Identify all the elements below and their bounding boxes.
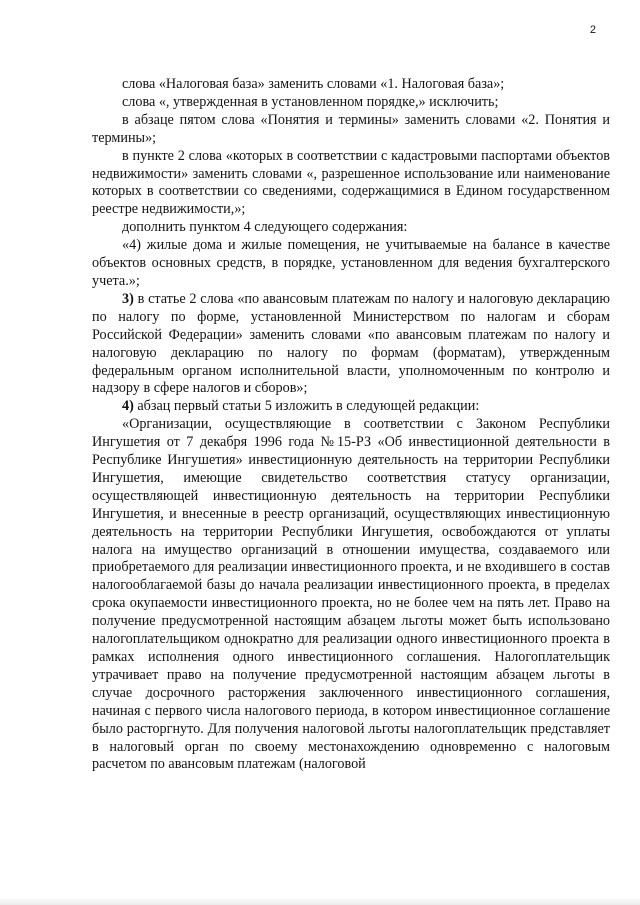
scan-edge	[0, 897, 640, 905]
page-number: 2	[589, 24, 596, 36]
paragraph-item-4	[92, 398, 610, 416]
paragraph: «4) жилые дома и жилые помещения, не учитываемые на балансе в качестве объектов основных средств, в порядке, установленном для ведения бухгалтерского учета.»;	[92, 237, 610, 289]
item-text: в статье 2 слова «по авансовым платежам по налогу и налоговую декларацию по налогу по форме, установленной Министерством по налогам и сборам Российской Федерации» заменить словами «по авансовым платежам по налогу и налоговую декларацию по налогу по формам (форматам), утвержденным федеральным органом исполнительной власти, уполномоченным по контролю и надзору в сфере налогов и сборов»;	[92, 290, 610, 397]
paragraph-item-3	[92, 291, 610, 398]
item-number: 3)	[122, 290, 134, 307]
paragraph: в абзаце пятом слова «Понятия и термины» заменить словами «2. Понятия и термины»;	[92, 111, 610, 146]
item-number: 4)	[122, 398, 134, 415]
item-text: абзац первый статьи 5 изложить в следующей редакции:	[133, 398, 480, 415]
paragraph: слова «, утвержденная в установленном порядке,» исключить;	[122, 93, 499, 110]
paragraph: слова «Налоговая база» заменить словами «1. Налоговая база»;	[122, 76, 505, 92]
paragraph: в пункте 2 слова «которых в соответствии с кадастровыми паспортами объектов недвижимости» заменить словами «, разрешенное использование или наименование которых в соответствии со сведениями, содержащимися в Едином государственном реестре недвижимости,»;	[92, 147, 610, 218]
paragraph: дополнить пунктом 4 следующего содержания:	[122, 219, 408, 236]
document-body	[92, 76, 610, 774]
paragraph: «Организации, осуществляющие в соответствии с Законом Республики Ингушетия от 7 декабря 1996 года №15-РЗ «Об инвестиционной деятельности в Республике Ингушетия» инвестиционную деятельность на территории Республики Ингушетия, имеющие свидетельство соответствия статусу организации, осуществляющей инвестиционную деятельность на территории Республики Ингушетия, и внесенные в реестр организаций, осуществляющих инвестиционную деятельность на территории Республики Ингушетия, освобождаются от уплаты налога на имущество организаций в отношении имущества, создаваемого или приобретаемого для реализации инвестиционного проекта, и не входившего в состав налогооблагаемой базы до начала реализации инвестиционного проекта, в пределах срока окупаемости инвестиционного проекта, но не более чем на пять лет. Право на получение предусмотренной настоящим абзацем льготы может быть использовано налогоплательщиком однократно для реализации одного инвестиционного проекта в рамках исполнения одного инвестиционного соглашения. Налогоплательщик утрачивает право на получение предусмотренной настоящим абзацем льготы в случае досрочного расторжения заключенного инвестиционного соглашения, начиная с первого числа налогового периода, в котором инвестиционное соглашение было расторгнуто. Для получения налоговой льготы налогоплательщик представляет в налоговый орган по своему местонахождению одновременно с налоговым расчетом по авансовым платежам (налоговой	[92, 416, 610, 773]
